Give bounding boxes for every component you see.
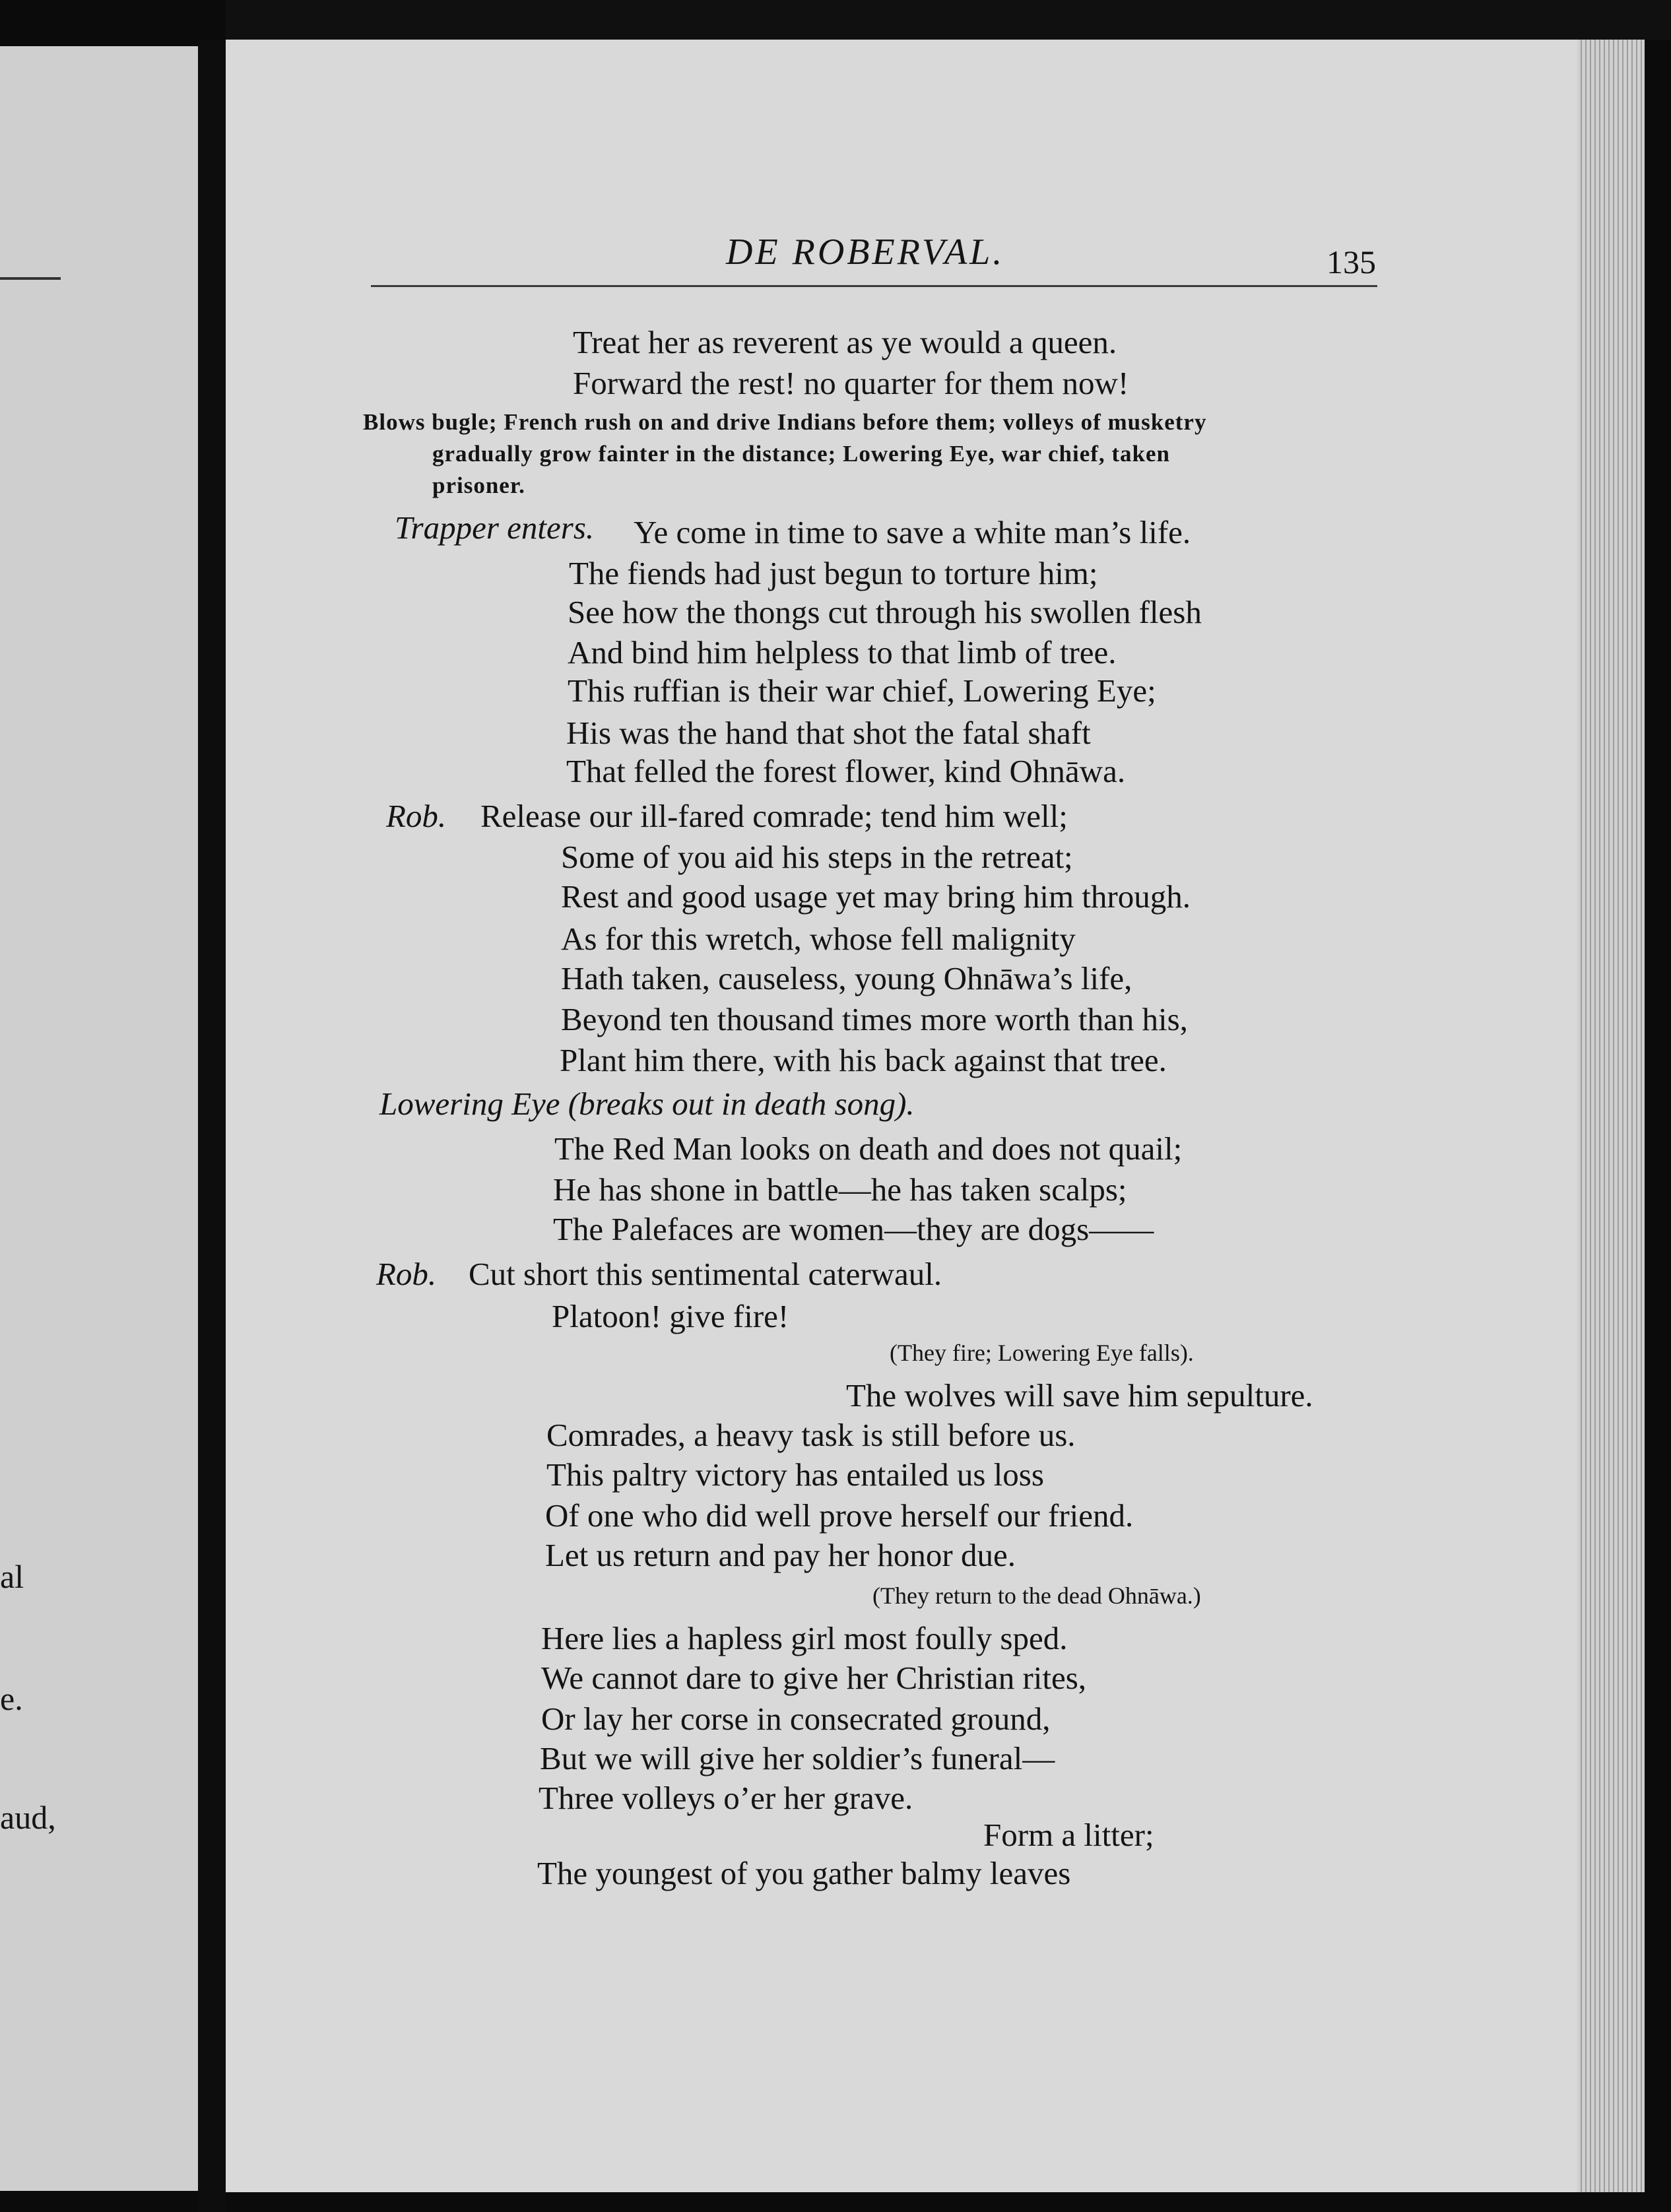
facing-page-text: al xyxy=(0,1558,24,1595)
verse-line: Of one who did well prove herself our friend. xyxy=(545,1497,1134,1534)
stage-direction: (They return to the dead Ohnāwa.) xyxy=(872,1582,1201,1609)
stage-direction: prisoner. xyxy=(432,472,525,498)
speaker-label: Lowering Eye (breaks out in death song). xyxy=(379,1086,915,1122)
book-gutter xyxy=(198,40,226,2212)
facing-page-rule xyxy=(0,277,61,280)
verse-line: Rest and good usage yet may bring him through. xyxy=(561,878,1191,915)
verse-line: That felled the forest flower, kind Ohnāwa. xyxy=(566,753,1126,789)
verse-line: The Palefaces are women—they are dogs—— xyxy=(553,1211,1154,1247)
verse-line: Treat her as reverent as ye would a queen. xyxy=(573,324,1117,360)
verse-line: Three volleys o’er her grave. xyxy=(539,1780,913,1816)
verse-line: Or lay her corse in consecrated ground, xyxy=(541,1701,1051,1737)
verse-line: But we will give her soldier’s funeral— xyxy=(540,1740,1055,1776)
running-title: DE ROBERVAL. xyxy=(726,232,1005,273)
verse-line: Cut short this sentimental caterwaul. xyxy=(469,1256,942,1292)
verse-line: The youngest of you gather balmy leaves xyxy=(537,1855,1071,1891)
verse-line: As for this wretch, whose fell malignity xyxy=(561,921,1076,957)
verse-line: Let us return and pay her honor due. xyxy=(545,1537,1016,1573)
verse-line: Some of you aid his steps in the retreat; xyxy=(561,839,1073,875)
verse-line: Here lies a hapless girl most foully sped. xyxy=(541,1620,1068,1656)
verse-line: The Red Man looks on death and does not quail; xyxy=(554,1130,1183,1167)
verse-line: The fiends had just begun to torture him; xyxy=(569,555,1098,591)
page-edges xyxy=(1577,40,1671,2192)
verse-line: He has shone in battle—he has taken scalps; xyxy=(553,1171,1127,1208)
verse-line: See how the thongs cut through his swollen flesh xyxy=(568,594,1202,630)
verse-line: Release our ill-fared comrade; tend him well; xyxy=(480,798,1068,834)
stage-direction: (They fire; Lowering Eye falls). xyxy=(890,1340,1194,1366)
verse-line: Comrades, a heavy task is still before us. xyxy=(546,1417,1076,1453)
verse-line: Form a litter; xyxy=(983,1817,1154,1853)
verse-line: Beyond ten thousand times more worth than his, xyxy=(561,1001,1188,1037)
verse-line: Plant him there, with his back against that tree. xyxy=(560,1042,1167,1078)
speaker-label: Rob. xyxy=(376,1256,437,1292)
verse-line: This paltry victory has entailed us loss xyxy=(546,1456,1044,1493)
verse-line: The wolves will save him sepulture. xyxy=(846,1377,1313,1414)
stage-direction: Blows bugle; French rush on and drive Indians before them; volleys of musketry xyxy=(363,409,1207,435)
page-number: 135 xyxy=(1327,244,1376,280)
facing-page-fragment xyxy=(0,46,198,2191)
speaker-label: Rob. xyxy=(386,798,447,834)
verse-line: And bind him helpless to that limb of tree. xyxy=(568,634,1117,670)
speaker-label: Trapper enters. xyxy=(395,509,595,546)
verse-line: His was the hand that shot the fatal shaft xyxy=(566,715,1091,751)
facing-page-text: aud, xyxy=(0,1799,56,1836)
verse-line: Hath taken, causeless, young Ohnāwa’s life, xyxy=(561,960,1132,996)
top-shadow-strip xyxy=(226,0,1671,40)
facing-page-text: e. xyxy=(0,1680,23,1717)
verse-line: We cannot dare to give her Christian rites, xyxy=(541,1660,1087,1696)
stage-direction: gradually grow fainter in the distance; Lowering Eye, war chief, taken xyxy=(432,441,1171,467)
verse-line: Platoon! give fire! xyxy=(552,1298,789,1334)
verse-line: Ye come in time to save a white man’s life. xyxy=(634,514,1191,550)
verse-line: This ruffian is their war chief, Lowering Eye; xyxy=(568,672,1156,709)
header-rule xyxy=(371,285,1377,287)
verse-line: Forward the rest! no quarter for them now! xyxy=(573,365,1129,401)
